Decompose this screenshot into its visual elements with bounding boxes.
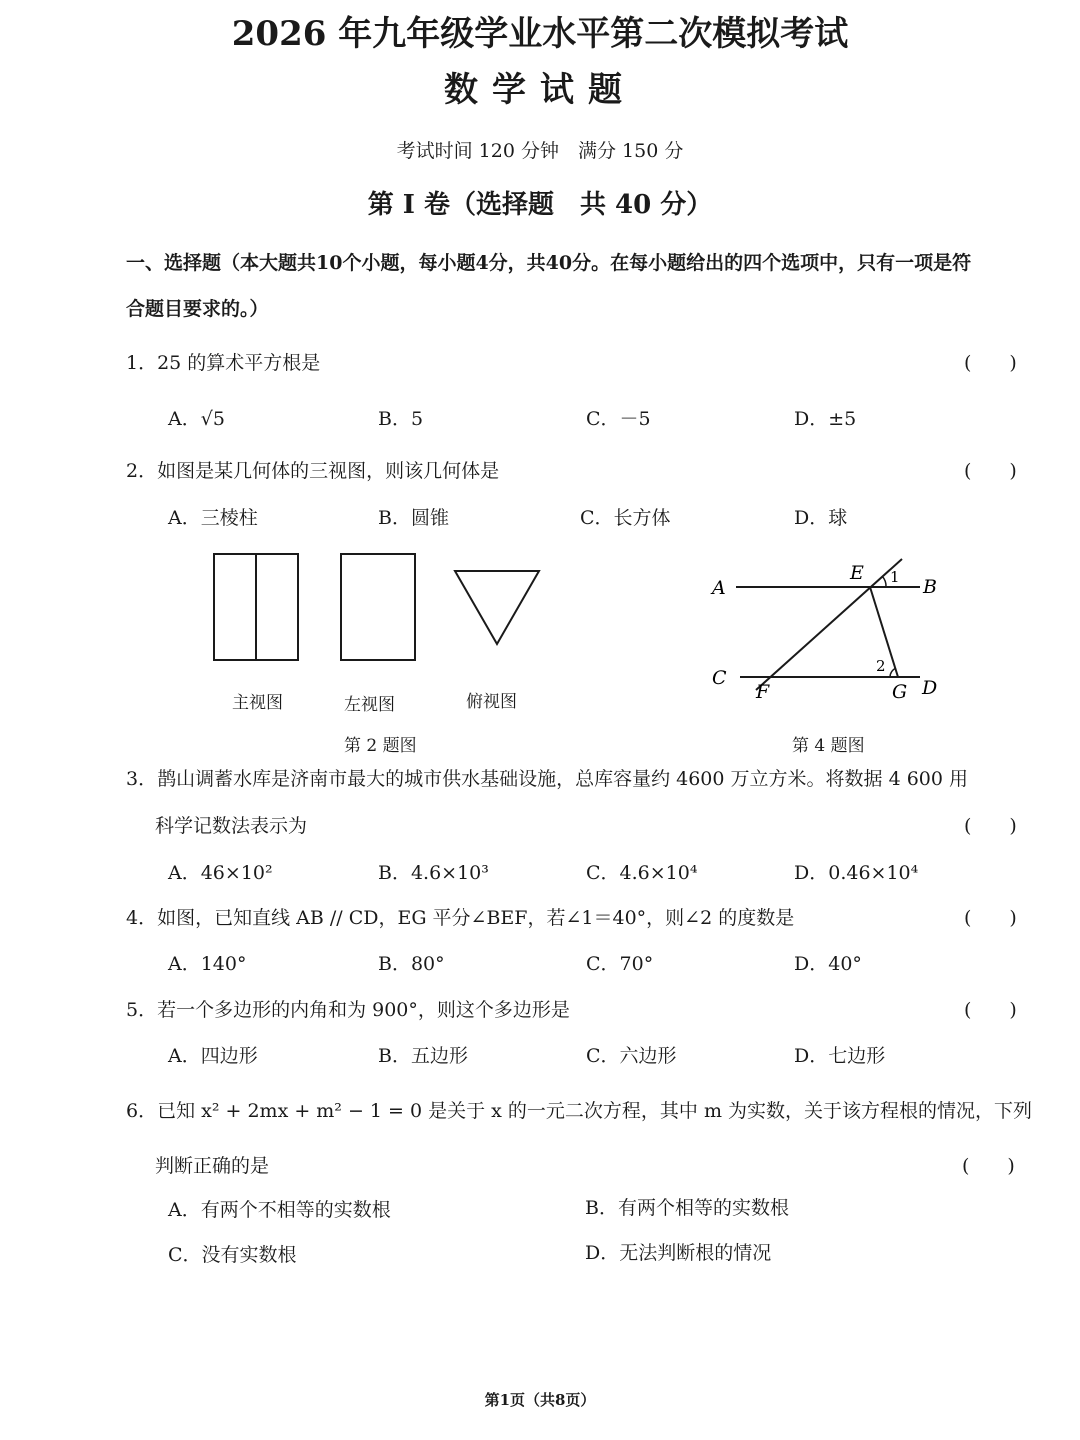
question-3-text-line-1: 3．鹊山调蓄水库是济南市最大的城市供水基础设施，总库容量约 4600 万立方米。将数据 4 600 用 [126, 768, 968, 790]
paper-subtitle: 数学试题 [444, 70, 636, 110]
question-6-option-d: D．无法判断根的情况 [585, 1242, 772, 1264]
question-2-option-b: B．圆锥 [378, 507, 449, 529]
instructions-line-2: 合题目要求的。） [126, 298, 269, 320]
top-view-label: 俯视图 [466, 692, 517, 712]
question-3-option-c: C．4.6×10⁴ [586, 862, 698, 884]
question-5-option-a: A．四边形 [168, 1045, 258, 1067]
question-5-option-d: D．七边形 [794, 1045, 886, 1067]
side-view-label: 左视图 [344, 695, 395, 715]
angle-1-label: 1 [890, 568, 900, 586]
question-1-answer-blank: ( ) [964, 352, 1017, 374]
question-5-option-b: B．五边形 [378, 1045, 468, 1067]
question-4-text: 4．如图，已知直线 AB // CD，EG 平分∠BEF，若∠1＝40°，则∠2 的度数是 [126, 907, 795, 929]
question-1-option-b: B．5 [378, 408, 424, 430]
question-2-option-d: D．球 [794, 507, 848, 529]
question-2-option-a: A．三棱柱 [168, 507, 258, 529]
question-4-option-b: B．80° [378, 953, 445, 975]
question-5-text: 5．若一个多边形的内角和为 900°，则这个多边形是 [126, 999, 570, 1021]
side-view-shape [341, 554, 415, 660]
question-6-answer-blank: ( ) [962, 1155, 1015, 1177]
figure-2-caption: 第 2 题图 [344, 736, 417, 756]
question-6-option-a: A．有两个不相等的实数根 [168, 1199, 391, 1221]
question-3-option-b: B．4.6×10³ [378, 862, 489, 884]
question-2-option-c: C．长方体 [580, 507, 671, 529]
figure-2-three-views [200, 540, 560, 670]
question-2-text: 2．如图是某几何体的三视图，则该几何体是 [126, 460, 500, 482]
question-2-answer-blank: ( ) [964, 460, 1017, 482]
point-c-label: C [712, 667, 727, 689]
question-1-option-c: C．－5 [586, 408, 651, 430]
point-d-label: D [922, 677, 938, 699]
front-view-label: 主视图 [232, 693, 283, 713]
page-footer: 第1页（共8页） [484, 1391, 596, 1409]
question-3-option-a: A．46×10² [168, 862, 273, 884]
question-3-answer-blank: ( ) [964, 815, 1017, 837]
question-6-text-line-2: 判断正确的是 [155, 1155, 270, 1177]
question-1-text: 1．25 的算术平方根是 [126, 352, 321, 374]
point-a-label: A [712, 577, 726, 599]
angle-2-label: 2 [876, 657, 886, 675]
top-view-shape [455, 571, 539, 644]
question-4-answer-blank: ( ) [964, 907, 1017, 929]
exam-title: 2026 年九年级学业水平第二次模拟考试 [231, 14, 849, 54]
figure-4-caption: 第 4 题图 [792, 736, 865, 756]
point-e-label: E [850, 562, 864, 584]
section-title: 第 I 卷（选择题 共 40 分） [367, 190, 713, 220]
exam-info: 考试时间 120 分钟 满分 150 分 [396, 140, 684, 162]
question-1-option-a: A．√5 [168, 408, 225, 430]
front-view-shape [214, 554, 298, 660]
question-5-answer-blank: ( ) [964, 999, 1017, 1021]
question-1-option-d: D．±5 [794, 408, 857, 430]
instructions-line-1: 一、选择题（本大题共10个小题，每小题4分，共40分。在每小题给出的四个选项中，只有一项是符 [126, 252, 972, 274]
point-f-label: F [756, 681, 770, 703]
question-4-option-c: C．70° [586, 953, 654, 975]
question-5-option-c: C．六边形 [586, 1045, 677, 1067]
question-6-option-b: B．有两个相等的实数根 [585, 1197, 789, 1219]
question-3-text-line-2: 科学记数法表示为 [155, 815, 308, 837]
point-g-label: G [892, 681, 908, 703]
question-6-text-line-1: 6．已知 x² + 2mx + m² − 1 = 0 是关于 x 的一元二次方程，其中 m 为实数，关于该方程根的情况，下列 [126, 1100, 1033, 1122]
figure-4-parallel-lines [700, 550, 960, 710]
angle-1-arc [882, 576, 886, 587]
question-4-option-a: A．140° [168, 953, 247, 975]
question-6-option-c: C．没有实数根 [168, 1244, 297, 1266]
question-4-option-d: D．40° [794, 953, 862, 975]
point-b-label: B [923, 576, 937, 598]
question-3-option-d: D．0.46×10⁴ [794, 862, 919, 884]
